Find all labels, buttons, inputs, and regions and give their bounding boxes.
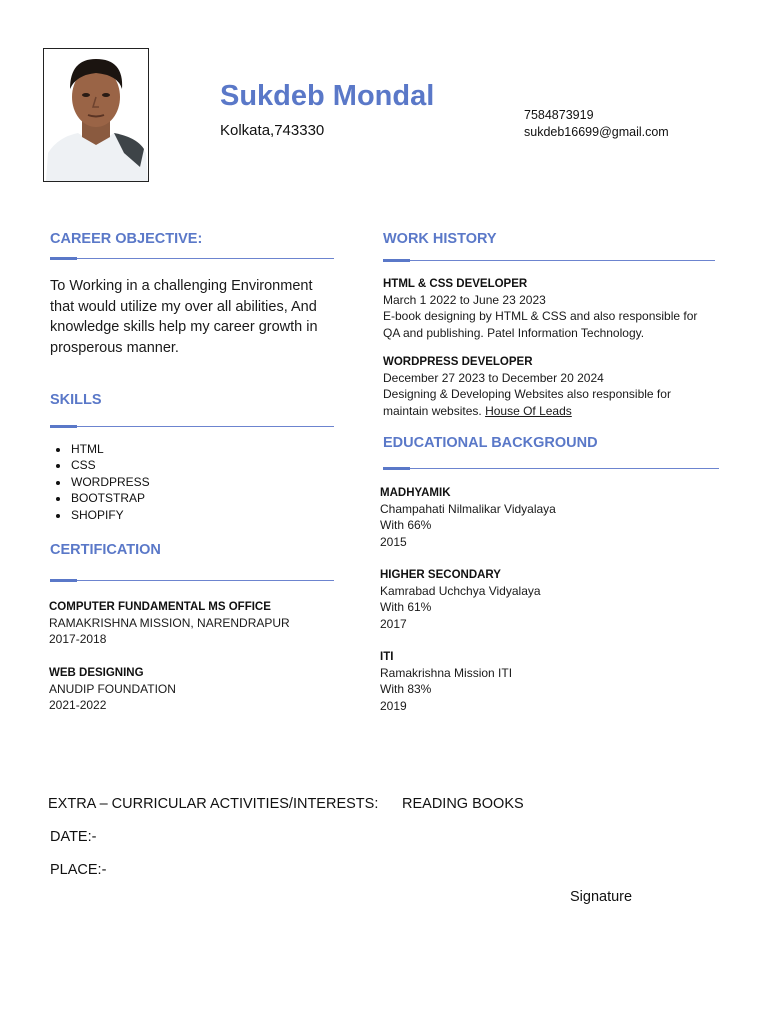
skills-title: SKILLS — [50, 392, 102, 408]
activities-label: EXTRA – CURRICULAR ACTIVITIES/INTERESTS: — [48, 796, 379, 812]
certification-years: 2021-2022 — [49, 698, 107, 713]
signature-label: Signature — [570, 889, 633, 905]
place-label: PLACE:- — [50, 862, 107, 878]
career-objective-divider — [50, 258, 334, 259]
skill-item: • BOOTSTRAP — [70, 490, 150, 506]
skills-list — [52, 441, 150, 523]
education-entry — [380, 567, 541, 632]
education-entry — [380, 649, 512, 714]
work-role: HTML & CSS DEVELOPER — [383, 278, 528, 290]
profile-photo — [43, 48, 149, 182]
education-entry — [380, 485, 556, 550]
education-school: Kamrabad Uchchya Vidyalaya — [380, 584, 541, 598]
work-description: QA and publishing. Patel Information Technology. — [383, 325, 645, 340]
education-school: Champahati Nilmalikar Vidyalaya — [380, 502, 556, 516]
work-entry — [383, 276, 697, 341]
certification-divider — [50, 580, 334, 581]
work-description: maintain websites. — [383, 403, 482, 418]
education-level: MADHYAMIK — [380, 487, 451, 499]
certification-years: 2017-2018 — [49, 632, 107, 647]
work-role: WORDPRESS DEVELOPER — [383, 356, 533, 368]
education-level: HIGHER SECONDARY — [380, 569, 501, 581]
address: Kolkata,743330 — [220, 122, 325, 139]
education-divider-accent — [383, 467, 410, 470]
work-history-divider — [383, 260, 715, 261]
company-link[interactable]: House Of Leads — [485, 403, 572, 418]
certification-name: WEB DESIGNING — [49, 667, 144, 679]
certification-entry — [49, 665, 176, 714]
work-dates: March 1 2022 to June 23 2023 — [383, 293, 546, 307]
skill-item: • CSS — [70, 457, 150, 473]
work-history-title: WORK HISTORY — [383, 231, 497, 247]
certification-entry — [49, 599, 290, 648]
certification-institute: RAMAKRISHNA MISSION, NARENDRAPUR — [49, 616, 290, 630]
certification-name: COMPUTER FUNDAMENTAL MS OFFICE — [49, 601, 271, 613]
education-divider — [383, 468, 719, 469]
education-title: EDUCATIONAL BACKGROUND — [383, 435, 598, 451]
certification-title: CERTIFICATION — [50, 542, 161, 558]
education-score: With 66% — [380, 518, 432, 533]
profile-photo-image — [44, 49, 148, 181]
work-history-divider-accent — [383, 259, 410, 262]
date-label: DATE:- — [50, 829, 97, 845]
skill-item: • SHOPIFY — [70, 507, 150, 523]
activities-value: READING BOOKS — [402, 796, 524, 812]
education-year: 2017 — [380, 616, 407, 631]
work-description: E-book designing by HTML & CSS and also responsible for — [383, 309, 698, 324]
career-objective-divider-accent — [50, 257, 77, 260]
work-description-line — [383, 403, 671, 419]
skills-divider-accent — [50, 425, 77, 428]
work-dates: December 27 2023 to December 20 2024 — [383, 371, 604, 385]
career-objective-title: CAREER OBJECTIVE: — [50, 231, 203, 247]
education-score: With 83% — [380, 682, 432, 697]
education-school: Ramakrishna Mission ITI — [380, 666, 513, 680]
candidate-name: Sukdeb Mondal — [220, 80, 435, 112]
certification-institute: ANUDIP FOUNDATION — [49, 682, 176, 696]
education-year: 2015 — [380, 534, 407, 549]
work-description: Designing & Developing Websites also responsible for — [383, 387, 671, 402]
skills-divider — [50, 426, 334, 427]
phone-number: 7584873919 — [524, 108, 594, 122]
skill-item: • HTML — [70, 441, 150, 457]
education-level: ITI — [380, 651, 394, 663]
education-score: With 61% — [380, 600, 432, 615]
skill-item: • WORDPRESS — [70, 474, 150, 490]
career-objective-text: To Working in a challenging Environment that would utilize my over all abilities, And knowledge skills help my career growth in prosperous manner. — [50, 278, 318, 356]
work-entry — [383, 354, 671, 419]
education-year: 2019 — [380, 698, 407, 713]
email-address: sukdeb16699@gmail.com — [524, 125, 669, 139]
certification-divider-accent — [50, 579, 77, 582]
